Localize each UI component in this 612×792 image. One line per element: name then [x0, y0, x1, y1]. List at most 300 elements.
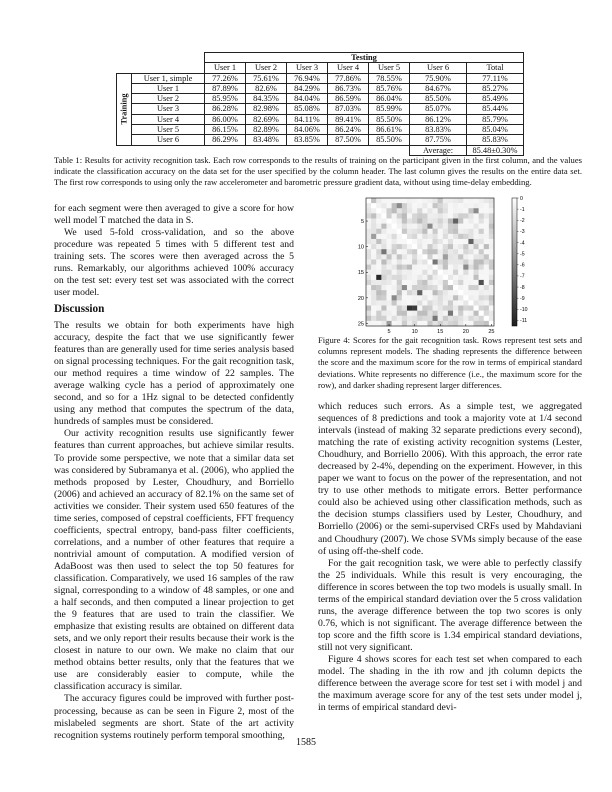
heatmap-cell [438, 254, 443, 259]
paragraph: for each segment were then averaged to give a score for how well model T matched the data in S. [54, 203, 294, 227]
heatmap-cell [453, 259, 458, 264]
heatmap-cell [479, 265, 484, 270]
heatmap-cell [381, 306, 386, 311]
heatmap-cell [407, 224, 412, 229]
heatmap-cell [366, 275, 371, 280]
table-row [117, 94, 524, 104]
colorbar-tick-label: -1 [520, 206, 525, 213]
heatmap-cell [443, 290, 448, 295]
paragraph: For the gait recognition task, we were able to perfectly classify the 25 individuals. While this result is very encouraging, the difference in scores between the top two models is usually small. In terms of the empirical standard deviation over the 5 cross validation runs, the average difference between the top two scores is only 0.76, which is not significant. The average difference between the top score and the fifth score is 1.34 empirical standard deviations, still not very significant. [318, 557, 582, 653]
heatmap-cell [474, 280, 479, 285]
heatmap-cell [463, 290, 468, 295]
heatmap-cell [443, 295, 448, 300]
heatmap-cell [422, 244, 427, 249]
heatmap-cell [402, 249, 407, 254]
heatmap-cell [448, 290, 453, 295]
heatmap-cell [443, 198, 448, 203]
heatmap-cell [402, 321, 407, 326]
heatmap-cell [433, 316, 438, 321]
heatmap-cell [402, 311, 407, 316]
heatmap-cell [422, 295, 427, 300]
heatmap-cell [407, 306, 412, 311]
table-row [117, 135, 524, 145]
heatmap-cell [463, 254, 468, 259]
heatmap-cell [474, 224, 479, 229]
heatmap-cell [474, 270, 479, 275]
heatmap-cell [392, 300, 397, 305]
heatmap-cell [371, 300, 376, 305]
heatmap-cell [407, 234, 412, 239]
testing-header: Testing [205, 53, 524, 63]
table-cell: 82.69% [246, 114, 287, 124]
column-header: User 3 [287, 63, 328, 73]
table-cell: 86.28% [205, 104, 246, 114]
heatmap-cell [376, 218, 381, 223]
heatmap-cell [427, 229, 432, 234]
heatmap-cell [417, 208, 422, 213]
table-cell: 87.50% [328, 135, 369, 145]
heatmap-cell [397, 249, 402, 254]
heatmap-cell [438, 198, 443, 203]
heatmap-cell [458, 249, 463, 254]
heatmap-cell [458, 311, 463, 316]
heatmap-cell [417, 285, 422, 290]
heatmap-cell [402, 280, 407, 285]
heatmap-cell [366, 280, 371, 285]
heatmap-cell [422, 300, 427, 305]
heatmap-cell [407, 239, 412, 244]
heatmap-cell [392, 198, 397, 203]
heatmap-cell [453, 265, 458, 270]
heatmap-cell [489, 254, 494, 259]
heatmap-cell [458, 239, 463, 244]
heatmap-cell [371, 224, 376, 229]
y-tick-label: 15 [357, 270, 364, 277]
heatmap-cell [412, 249, 417, 254]
heatmap-cell [489, 290, 494, 295]
heatmap-cell [448, 203, 453, 208]
heatmap-cell [479, 321, 484, 326]
heatmap-cell [474, 295, 479, 300]
table-cell: 84.35% [246, 94, 287, 104]
heatmap-cell [433, 280, 438, 285]
heatmap-cell [474, 275, 479, 280]
heatmap-cell [438, 229, 443, 234]
heatmap-cell [412, 316, 417, 321]
heatmap-cell [407, 259, 412, 264]
heatmap-cell [412, 254, 417, 259]
heatmap-cell [417, 295, 422, 300]
heatmap-cell [443, 259, 448, 264]
table-cell: 85.07% [410, 104, 467, 114]
heatmap-cell [468, 208, 473, 213]
heatmap-cell [443, 218, 448, 223]
heatmap-cell [468, 198, 473, 203]
heatmap-cell [453, 229, 458, 234]
heatmap-cell [381, 254, 386, 259]
heatmap-cell [468, 234, 473, 239]
heatmap-cell [417, 259, 422, 264]
heatmap-cell [479, 285, 484, 290]
heatmap-cell [448, 234, 453, 239]
heatmap-cell [453, 218, 458, 223]
heatmap-cell [427, 259, 432, 264]
heatmap-cell [407, 203, 412, 208]
heatmap-cell [433, 321, 438, 326]
heatmap-cell [443, 311, 448, 316]
heatmap-cell [386, 203, 391, 208]
heatmap-cell [412, 265, 417, 270]
heatmap-cell [463, 259, 468, 264]
heatmap-cell [479, 295, 484, 300]
table-cell: 85.83% [467, 135, 524, 145]
heatmap-cell [479, 203, 484, 208]
heatmap-cell [458, 321, 463, 326]
heatmap-cell [427, 234, 432, 239]
table-cell: 85.44% [467, 104, 524, 114]
heatmap-cell [489, 270, 494, 275]
heatmap-cell [376, 239, 381, 244]
heatmap-cell [468, 280, 473, 285]
heatmap-cell [484, 280, 489, 285]
heatmap-cell [433, 208, 438, 213]
heatmap-cell [417, 300, 422, 305]
heatmap-cell [412, 229, 417, 234]
heatmap-cell [463, 234, 468, 239]
heatmap-cell [376, 290, 381, 295]
heatmap-cell [366, 239, 371, 244]
heatmap-cell [433, 254, 438, 259]
heatmap-cell [484, 290, 489, 295]
heatmap-cell [381, 198, 386, 203]
heatmap-cell [397, 259, 402, 264]
heatmap-cell [443, 224, 448, 229]
heatmap-cell [366, 306, 371, 311]
heatmap-cell [386, 295, 391, 300]
heatmap-cell [438, 244, 443, 249]
heatmap-cell [479, 275, 484, 280]
heatmap-cell [417, 254, 422, 259]
heatmap-cell [484, 259, 489, 264]
heatmap-cell [433, 229, 438, 234]
heatmap-cell [422, 306, 427, 311]
heatmap-cell [392, 208, 397, 213]
heatmap-cell [489, 208, 494, 213]
heatmap-cell [366, 254, 371, 259]
heatmap-cell [484, 249, 489, 254]
heatmap-cell [386, 259, 391, 264]
table-cell: 77.26% [205, 73, 246, 83]
heatmap-cell [422, 311, 427, 316]
heatmap-cell [443, 316, 448, 321]
colorbar-tick-label: -3 [520, 229, 525, 236]
heatmap-cell [392, 254, 397, 259]
heatmap-cell [422, 213, 427, 218]
heatmap-cell [453, 321, 458, 326]
heatmap-cell [407, 213, 412, 218]
heatmap-cell [468, 270, 473, 275]
heatmap-cell [397, 290, 402, 295]
table-cell: 86.04% [369, 94, 410, 104]
heatmap-cell [392, 213, 397, 218]
heatmap-cell [463, 285, 468, 290]
heatmap-cell [392, 229, 397, 234]
heatmap-cell [371, 244, 376, 249]
heatmap-cell [376, 280, 381, 285]
heatmap-cell [402, 300, 407, 305]
heatmap-cell [443, 300, 448, 305]
heatmap-cell [433, 295, 438, 300]
table-cell: 85.50% [369, 135, 410, 145]
heatmap-cell [484, 316, 489, 321]
heatmap-cell [397, 254, 402, 259]
column-header: User 6 [410, 63, 467, 73]
heatmap-cell [448, 295, 453, 300]
heatmap-cell [453, 300, 458, 305]
heatmap-cell [463, 306, 468, 311]
heatmap-cell [468, 229, 473, 234]
table-cell: 85.76% [369, 83, 410, 93]
paragraph: The accuracy figures could be improved with further post-processing, because as can be seen in Figure 2, most of the mislabeled segments are short. State of the art activity recognition systems routinely perform temporal smoothing, [54, 693, 294, 741]
heatmap-cell [489, 198, 494, 203]
heatmap-cell [386, 275, 391, 280]
heatmap-cell [438, 203, 443, 208]
heatmap-cell [371, 275, 376, 280]
heatmap-cell [474, 203, 479, 208]
table-column-header-row [117, 63, 524, 73]
heatmap-cell [397, 306, 402, 311]
heatmap-cell [376, 229, 381, 234]
heatmap-cell [371, 254, 376, 259]
heatmap-cell [438, 285, 443, 290]
heatmap-cell [463, 239, 468, 244]
heatmap-cell [371, 280, 376, 285]
heatmap-cell [392, 316, 397, 321]
heatmap-cell [463, 224, 468, 229]
heatmap-cell [438, 259, 443, 264]
heatmap-cell [433, 311, 438, 316]
heatmap-cell [468, 239, 473, 244]
heatmap-cell [458, 265, 463, 270]
heatmap-cell [407, 311, 412, 316]
heatmap-cell [484, 295, 489, 300]
paragraph: Figure 4 shows scores for each test set when compared to each model. The shading in the ith row and jth column depicts the difference between the average score for test set i with model j and the maximum average score for any of the test sets under model j, in terms of empirical standard devi- [318, 653, 582, 714]
heatmap-cell [479, 224, 484, 229]
heatmap-cell [438, 300, 443, 305]
heatmap-cell [422, 321, 427, 326]
heatmap-cell [433, 290, 438, 295]
heatmap-cell [479, 270, 484, 275]
heatmap-cell [422, 316, 427, 321]
heatmap-cell [371, 259, 376, 264]
heatmap-cell [412, 275, 417, 280]
heatmap-cell [422, 224, 427, 229]
heatmap-cell [397, 280, 402, 285]
heatmap-cell [376, 321, 381, 326]
heatmap-cell [484, 213, 489, 218]
heatmap-cell [484, 254, 489, 259]
heatmap-cell [392, 234, 397, 239]
heatmap-cell [448, 265, 453, 270]
column-header: User 1 [205, 63, 246, 73]
heatmap-cell [427, 203, 432, 208]
heatmap-cell [407, 218, 412, 223]
heatmap-cell [453, 275, 458, 280]
heatmap-cell [397, 208, 402, 213]
table-cell: 77.86% [328, 73, 369, 83]
heatmap-cell [438, 316, 443, 321]
heatmap-cell [371, 208, 376, 213]
heatmap-cell [463, 229, 468, 234]
table-caption: Table 1: Results for activity recognition task. Each row corresponds to the results of training on the participant given in the first column, and the values indicate the classification accuracy on the data set for the user specified by the column header. The last column gives the results on the entire data set. The first row corresponds to using only the raw accelerometer and barometric pressure gradient data, without using time-delay embedding. [54, 155, 582, 188]
heatmap-cell [371, 239, 376, 244]
figure-caption: Figure 4: Scores for the gait recognition task. Rows represent test sets and columns represent models. The shading represents the difference between the score and the maximum score for the row in terms of empirical standard deviations. White represents no difference (i.e., the maximum score for the row), and darker shading represent larger differences. [318, 335, 582, 390]
heatmap-cell [386, 265, 391, 270]
heatmap-cell [386, 198, 391, 203]
heatmap-cell [417, 249, 422, 254]
table-cell: 85.99% [369, 104, 410, 114]
table-average-row [117, 145, 524, 155]
heatmap-cell [463, 311, 468, 316]
heatmap-cell [458, 254, 463, 259]
table-cell: 84.04% [287, 94, 328, 104]
heatmap-cell [443, 285, 448, 290]
heatmap-cell [392, 285, 397, 290]
heatmap-cell [468, 203, 473, 208]
heatmap-cell [402, 316, 407, 321]
heatmap-cell [468, 290, 473, 295]
heatmap-cell [479, 300, 484, 305]
heatmap-cell [484, 203, 489, 208]
table-cell: 85.79% [467, 114, 524, 124]
heatmap-cell [422, 203, 427, 208]
heatmap-cell [427, 290, 432, 295]
table-cell: 82.98% [246, 104, 287, 114]
heatmap-cell [479, 239, 484, 244]
heatmap-cell [376, 208, 381, 213]
heatmap-cell [448, 306, 453, 311]
colorbar-tick-label: -8 [520, 284, 525, 291]
training-side-label-cell [117, 73, 132, 145]
heatmap-cell [381, 285, 386, 290]
heatmap-cell [438, 290, 443, 295]
heatmap-cell [489, 234, 494, 239]
heatmap-cell [427, 321, 432, 326]
heatmap-cell [427, 254, 432, 259]
heatmap-cell [402, 265, 407, 270]
heatmap-cell [458, 244, 463, 249]
heatmap-cell [381, 275, 386, 280]
heatmap-cell [448, 259, 453, 264]
table-cell: 82.89% [246, 125, 287, 135]
heatmap-cell [402, 198, 407, 203]
results-table [116, 52, 524, 156]
heatmap-cell [489, 224, 494, 229]
heatmap-cell [438, 213, 443, 218]
heatmap-cell [433, 270, 438, 275]
colorbar-tick-label: 0 [520, 195, 523, 202]
heatmap-cell [381, 244, 386, 249]
heatmap-cell [438, 239, 443, 244]
heatmap-cell [402, 290, 407, 295]
heatmap-cell [371, 203, 376, 208]
heatmap-cell [443, 213, 448, 218]
heatmap-cell [443, 208, 448, 213]
heatmap-cell [458, 280, 463, 285]
heatmap-cell [427, 218, 432, 223]
heatmap-cell [397, 239, 402, 244]
colorbar-tick-label: -2 [520, 218, 525, 225]
heatmap-cell [417, 290, 422, 295]
right-column [318, 401, 582, 714]
heatmap-cell [489, 265, 494, 270]
x-tick-label: 25 [488, 329, 495, 334]
heatmap-cell [381, 229, 386, 234]
heatmap-cell [468, 259, 473, 264]
heatmap-cell [376, 198, 381, 203]
heatmap-cell [448, 285, 453, 290]
table-cell: 86.00% [205, 114, 246, 124]
heatmap-cell [376, 306, 381, 311]
heatmap-cell [417, 270, 422, 275]
heatmap-cell [376, 316, 381, 321]
heatmap-cell [474, 254, 479, 259]
heatmap-cell [366, 203, 371, 208]
table-cell: 83.48% [246, 135, 287, 145]
heatmap-cell [433, 259, 438, 264]
heatmap-cell [381, 290, 386, 295]
heatmap-cell [474, 239, 479, 244]
heatmap-cell [392, 290, 397, 295]
heatmap-cell [397, 285, 402, 290]
heatmap-cell [407, 270, 412, 275]
heatmap-cell [453, 249, 458, 254]
heatmap-cell [371, 270, 376, 275]
heatmap-cell [448, 229, 453, 234]
section-heading: Discussion [54, 303, 105, 315]
heatmap-cell [381, 213, 386, 218]
heatmap-cell [438, 311, 443, 316]
heatmap-cell [407, 198, 412, 203]
table-cell: 84.67% [410, 83, 467, 93]
heatmap-cell [422, 198, 427, 203]
heatmap-cell [371, 285, 376, 290]
heatmap-cell [371, 295, 376, 300]
heatmap-figure [318, 194, 590, 334]
heatmap-cell [381, 270, 386, 275]
table-cell: 84.11% [287, 114, 328, 124]
heatmap-cell [443, 280, 448, 285]
heatmap-cell [407, 254, 412, 259]
heatmap-cell [386, 290, 391, 295]
heatmap-cell [484, 275, 489, 280]
heatmap-cell [412, 270, 417, 275]
heatmap-cell [453, 306, 458, 311]
heatmap-cell [427, 244, 432, 249]
page-number: 1585 [296, 737, 316, 748]
heatmap-cell [412, 244, 417, 249]
heatmap-cell [484, 198, 489, 203]
heatmap-cell [458, 213, 463, 218]
heatmap-cell [402, 244, 407, 249]
heatmap-cell [458, 208, 463, 213]
heatmap-cell [484, 244, 489, 249]
heatmap-cell [417, 316, 422, 321]
heatmap-cell [484, 208, 489, 213]
heatmap-cell [402, 224, 407, 229]
table-cell: 85.95% [205, 94, 246, 104]
heatmap-cell [397, 218, 402, 223]
